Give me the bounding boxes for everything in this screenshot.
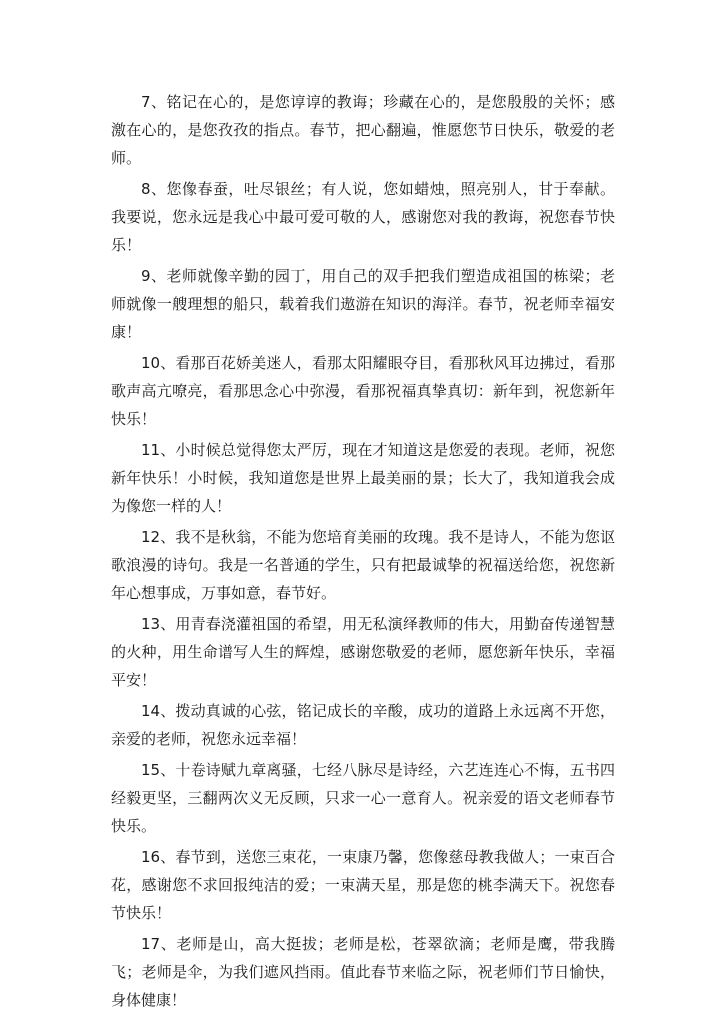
paragraph-8: 8、您像春蚕，吐尽银丝；有人说，您如蜡烛，照亮别人，甘于奉献。我要说，您永远是我心中最可爱可敬的人，感谢您对我的教诲，祝您春节快乐！	[111, 180, 615, 254]
paragraph-17: 17、老师是山，高大挺拔；老师是松，苍翠欲滴；老师是鹰，带我腾飞；老师是伞，为我们遮风挡雨。值此春节来临之际，祝老师们节日愉快，身体健康！	[111, 935, 615, 1009]
paragraph-14: 14、拨动真诚的心弦，铭记成长的辛酸，成功的道路上永远离不开您，亲爱的老师，祝您永远幸福！	[111, 702, 615, 748]
paragraph-15: 15、十卷诗赋九章离骚，七经八脉尽是诗经，六艺连连心不悔，五书四经毅更坚，三翻两次义无反顾，只求一心一意育人。祝亲爱的语文老师春节快乐。	[111, 761, 615, 835]
paragraph-13: 13、用青春浇灌祖国的希望，用无私演绎教师的伟大，用勤奋传递智慧的火种，用生命谱写人生的辉煌，感谢您敬爱的老师，愿您新年快乐，幸福平安！	[111, 615, 615, 689]
paragraph-11: 11、小时候总觉得您太严厉，现在才知道这是您爱的表现。老师，祝您新年快乐！小时候，我知道您是世界上最美丽的景；长大了，我知道我会成为像您一样的人！	[111, 441, 615, 515]
paragraph-7: 7、铭记在心的，是您谆谆的教诲；珍藏在心的，是您殷殷的关怀；感激在心的，是您孜孜的指点。春节，把心翻遍，惟愿您节日快乐，敬爱的老师。	[111, 93, 615, 167]
paragraph-16: 16、春节到，送您三束花，一束康乃馨，您像慈母教我做人；一束百合花，感谢您不求回报纯洁的爱；一束满天星，那是您的桃李满天下。祝您春节快乐！	[111, 848, 615, 922]
paragraph-10: 10、看那百花娇美迷人，看那太阳耀眼夺目，看那秋风耳边拂过，看那歌声高亢嘹亮，看那思念心中弥漫，看那祝福真挚真切：新年到，祝您新年快乐！	[111, 354, 615, 428]
paragraph-12: 12、我不是秋翁，不能为您培育美丽的玫瑰。我不是诗人，不能为您讴歌浪漫的诗句。我是一名普通的学生，只有把最诚挚的祝福送给您，祝您新年心想事成，万事如意，春节好。	[111, 528, 615, 602]
paragraph-9: 9、老师就像辛勤的园丁，用自己的双手把我们塑造成祖国的栋梁；老师就像一艘理想的船只，载着我们遨游在知识的海洋。春节，祝老师幸福安康！	[111, 267, 615, 341]
document-body	[111, 88, 615, 1017]
